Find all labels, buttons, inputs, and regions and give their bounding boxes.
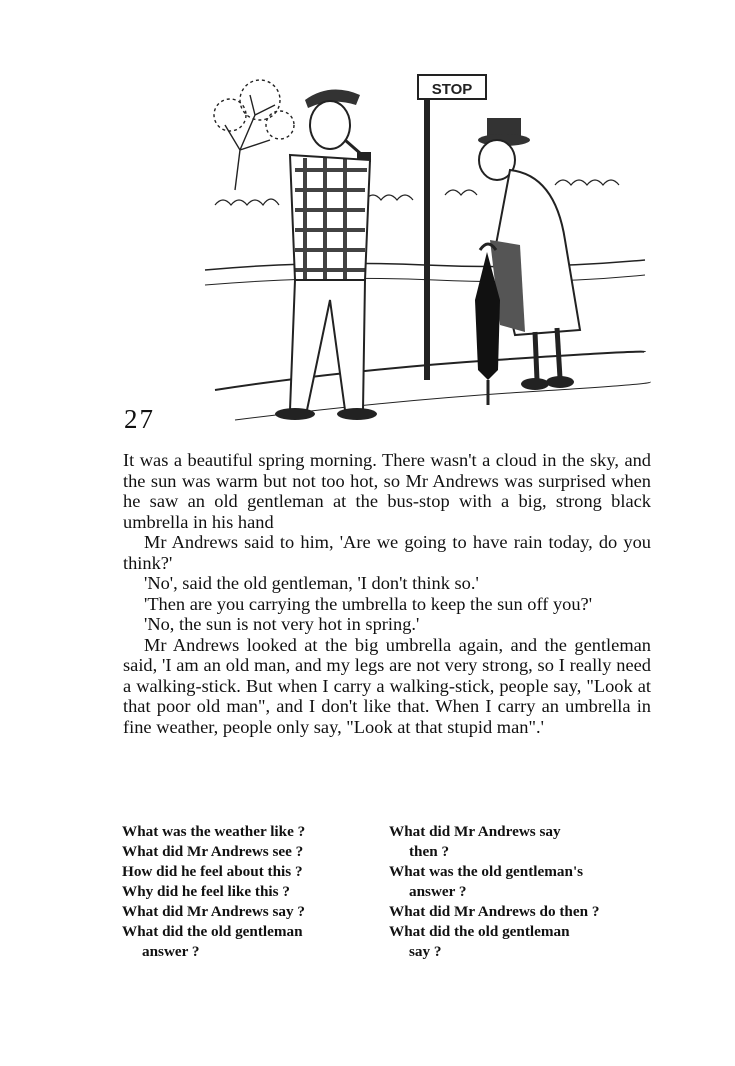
- question-item: [389, 822, 643, 862]
- question-text: What did the old gentleman: [122, 923, 303, 940]
- question-item: [122, 822, 372, 842]
- bus-stop-sign-label: STOP: [431, 81, 473, 98]
- question-text: What was the weather like ?: [122, 823, 306, 840]
- question-text: What did Mr Andrews see ?: [122, 843, 304, 860]
- story-text: [123, 450, 651, 737]
- question-item: [122, 862, 372, 882]
- question-text-continued: answer ?: [142, 943, 200, 960]
- question-item: [389, 922, 643, 962]
- question-text: What did Mr Andrews do then ?: [389, 903, 600, 920]
- question-text-continued: say ?: [409, 943, 442, 960]
- hedge-icon: [215, 180, 619, 205]
- question-item: [122, 902, 372, 922]
- story-paragraph: 'Then are you carrying the umbrella to keep the sun off you?': [144, 593, 593, 614]
- question-text-continued: then ?: [409, 843, 450, 860]
- story-paragraph: 'No, the sun is not very hot in spring.': [144, 614, 420, 634]
- question-text-continued: answer ?: [409, 883, 467, 900]
- bus-stop-sign-icon: [418, 75, 486, 380]
- story-paragraph: 'No', said the old gentleman, 'I don't think so.': [144, 573, 479, 593]
- story-paragraph: It was a beautiful spring morning. There wasn't a cloud in the sky, and the sun was warm but not too hot, so Mr Andrews was surprised when he saw an old gentleman at the bus-stop with a big, strong black umbrella in his hand: [123, 450, 651, 532]
- question-text: How did he feel about this ?: [122, 863, 303, 880]
- question-text: Why did he feel like this ?: [122, 883, 290, 900]
- man-with-pipe-icon: [275, 90, 377, 420]
- question-item: [389, 902, 643, 922]
- question-item: [389, 862, 643, 902]
- story-paragraph: Mr Andrews looked at the big umbrella again, and the gentleman said, 'I am an old man, and my legs are not very strong, so I really need a walking-stick. But when I carry a walking-stick, people say, "Look at that poor old man", and I don't like that. When I carry an umbrella in fine weather, people only say, "Look at that stupid man".': [123, 634, 651, 737]
- questions-left-column: [122, 822, 372, 962]
- question-item: [122, 922, 372, 962]
- question-text: What did Mr Andrews say ?: [122, 903, 305, 920]
- questions-right-column: [389, 822, 643, 962]
- lesson-number: 27: [124, 404, 155, 434]
- question-text: What was the old gentleman's: [389, 863, 584, 880]
- tree-icon: [214, 80, 294, 190]
- question-text: What did Mr Andrews say: [389, 823, 561, 840]
- question-item: [122, 882, 372, 902]
- question-item: [122, 842, 372, 862]
- story-illustration: [195, 70, 655, 440]
- story-paragraph: Mr Andrews said to him, 'Are we going to have rain today, do you think?': [123, 532, 651, 573]
- question-text: What did the old gentleman: [389, 923, 570, 940]
